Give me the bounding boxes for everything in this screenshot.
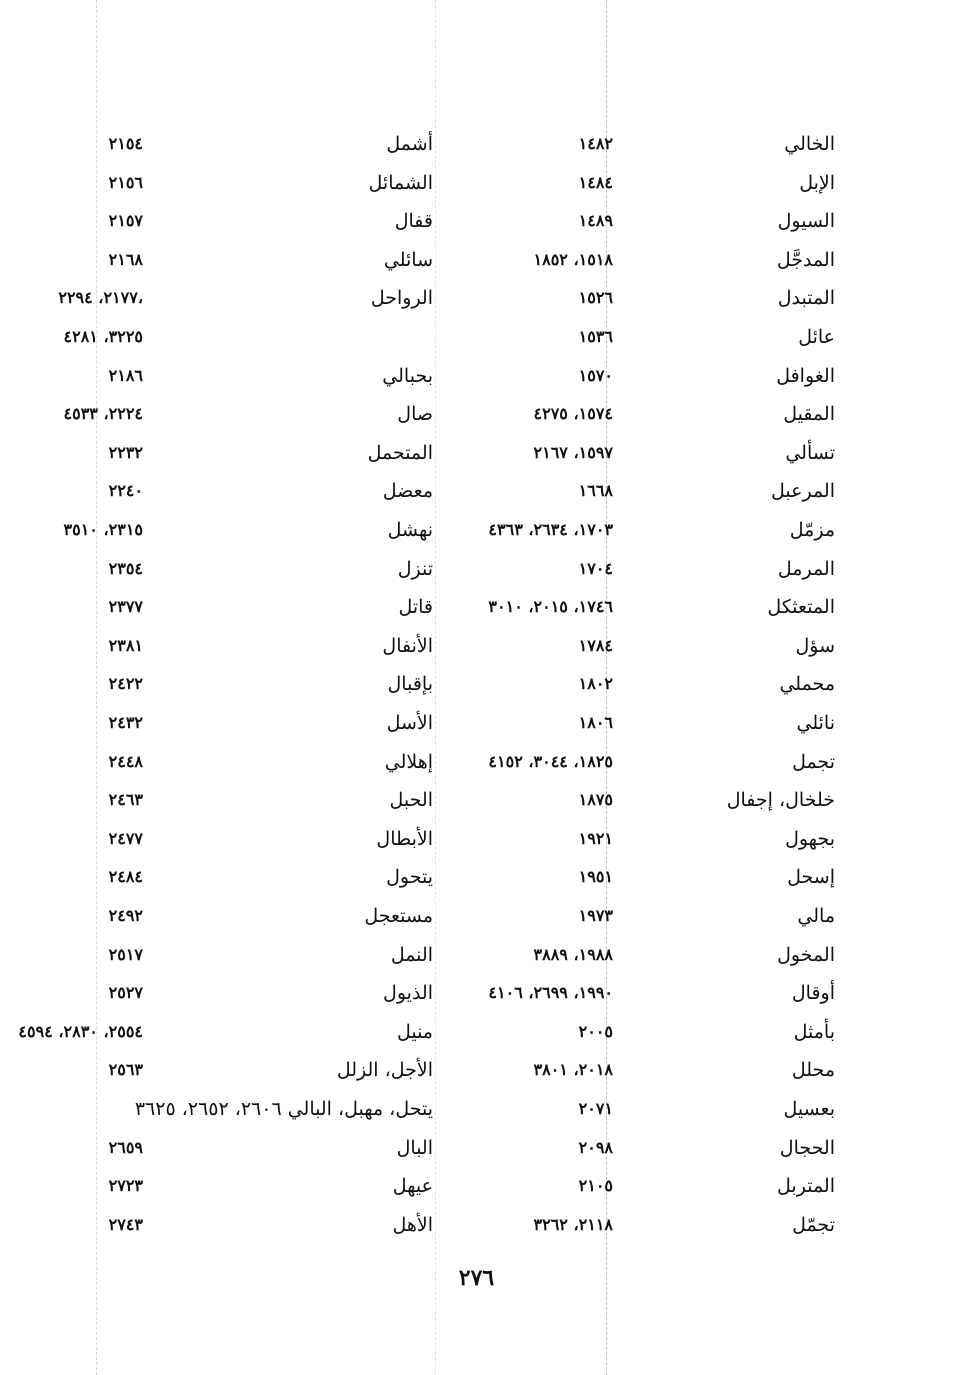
verse-numbers: ١٩٢١ [578,828,613,848]
index-word: أشمل [386,133,433,155]
table-row [0,395,953,433]
index-word: سؤل [795,634,835,657]
verse-numbers: ٢٤٧٧ [108,828,143,848]
verse-numbers: ١٤٨٢ [578,134,613,153]
table-row [0,164,953,202]
table-row [0,588,953,626]
verse-numbers: ١٥٩٧، ٢١٦٧ [533,442,613,462]
verse-numbers: ١٥١٨، ١٨٥٢ [533,249,613,269]
verse-numbers: ١٥٧٠ [578,365,613,385]
table-row [0,1090,953,1128]
verse-numbers: ٢٤٦٣ [108,790,143,810]
verse-numbers: ٢٥٦٣ [108,1060,143,1080]
verse-numbers: ١٥٧٤، ٤٢٧٥ [533,404,613,424]
index-word: يتحل، مهبل، البالي ٢٦٠٦، ٢٦٥٢، ٣٦٢٥ [134,1098,433,1120]
index-word: الأجل، الزلل [336,1059,433,1082]
index-word: معضل [382,480,433,503]
index-word: قفال [394,210,433,233]
verse-numbers: ٢٤٤٨ [108,751,143,771]
index-word: الأسل [386,712,433,734]
verse-numbers: ٢٦٥٩ [108,1137,143,1157]
index-word: إسحل [787,866,835,889]
verse-numbers: ٢٥٥٤، ٢٨٣٠، ٤٥٩٤ [18,1021,143,1041]
index-word: المتربل [777,1175,835,1198]
table-row [0,704,953,742]
verse-numbers: ١٩٥١ [578,867,613,887]
verse-numbers: ٣٢٢٥، ٤٢٨١ [63,327,143,346]
verse-numbers: ٢٤٢٢ [108,674,143,694]
verse-numbers: ١٧٠٤ [578,558,613,578]
table-row [0,550,953,588]
index-word: السيول [777,210,835,233]
index-word: الحجال [779,1136,835,1159]
verse-numbers: ٢٥٢٧ [108,983,143,1003]
index-word: الذيول [383,982,433,1005]
verse-numbers: ٢٠٩٨ [578,1137,613,1157]
index-word: عائل [798,326,835,348]
index-word: المتعثكل [767,596,835,619]
index-word: الشمائل [368,171,433,194]
verse-numbers: ٢٢٤٠ [108,481,143,501]
verse-numbers: ١٨٠٦ [578,713,613,732]
verse-numbers: ٢٠٠٥ [578,1021,613,1041]
verse-numbers: ٢٣٥٤ [108,558,143,578]
index-word: بإقبال [387,673,433,696]
verse-numbers: ١٩٧٣ [578,906,613,925]
index-word: يتحول [386,866,433,889]
verse-numbers: ٢١٥٤ [108,134,143,153]
index-word: بعسيل [783,1098,835,1120]
table-row [0,665,953,703]
verse-numbers: ٢١٦٨ [108,249,143,269]
index-word: إهلالي [384,750,433,773]
table-row [0,511,953,549]
verse-numbers: ٢٢٢٤، ٤٥٣٣ [63,404,143,424]
verse-numbers: ١٥٣٦ [578,327,613,346]
index-word: الحبل [389,789,433,812]
verse-numbers: ١٦٦٨ [578,481,613,501]
index-word: الأهل [392,1213,433,1236]
table-row [0,1167,953,1205]
index-word: الخالي [784,133,835,155]
index-word: البال [396,1136,433,1159]
index-word: بأمثل [793,1020,835,1043]
verse-numbers: ٢٣٧٧ [108,597,143,617]
verse-numbers: ٢٤٩٢ [108,906,143,925]
verse-numbers: ٢٠٧١ [578,1099,613,1118]
verse-numbers: ٢١١٨، ٣٢٦٢ [533,1214,613,1234]
verse-numbers: ١٧٠٣، ٢٦٣٤، ٤٣٦٣ [488,520,613,539]
index-word: المخول [777,943,835,966]
verse-numbers: ١٨٧٥ [578,790,613,810]
index-word: نائلي [796,712,835,734]
index-word: الرواحل [370,287,433,310]
index-word: المقيل [783,403,835,426]
table-row [0,1051,953,1089]
index-word: محلل [791,1059,835,1082]
index-word: صال [397,403,433,426]
table-row [0,472,953,510]
verse-numbers: ١٨٠٢ [578,674,613,694]
table-row [0,241,953,279]
table-row [0,897,953,935]
table-row [0,1129,953,1167]
index-word: محملي [779,673,835,696]
index-word: النمل [390,943,433,966]
table-row [0,781,953,819]
table-row [0,858,953,896]
index-word: قاتل [398,596,433,619]
index-word: بحبالي [382,364,433,387]
table-row [0,357,953,395]
index-word: المتبدل [777,287,835,310]
table-row [0,202,953,240]
table-row [0,125,953,163]
page-number: ٢٧٦ [458,1265,495,1291]
verse-numbers: ٢١٧٧، ٢٢٩٤، [58,288,143,308]
verse-numbers: ٢٣١٥، ٣٥١٠ [63,520,143,539]
table-row [0,318,953,356]
index-word: نهشل [387,519,433,541]
table-row [0,434,953,472]
verse-numbers: ٢٥١٧ [108,944,143,964]
table-row [0,820,953,858]
verse-numbers: ١٤٨٩ [578,211,613,231]
index-word: سائلي [383,248,433,271]
index-word: بجهول [785,827,835,850]
table-row [0,743,953,781]
index-word: خلخال، إجفال [726,789,835,812]
index-word: تجمل [792,750,835,773]
index-word: المرعبل [771,480,835,503]
index-word: مالي [797,905,835,927]
index-word: الإبل [799,171,835,194]
verse-numbers: ٢١٥٧ [108,211,143,231]
table-row [0,279,953,317]
table-row [0,627,953,665]
verse-numbers: ٢٣٨١ [108,635,143,655]
verse-numbers: ٢٢٣٢ [108,442,143,462]
verse-numbers: ٢١٠٥ [578,1176,613,1196]
verse-numbers: ٢١٨٦ [108,365,143,385]
index-word: الغوافل [776,364,835,387]
verse-numbers: ٢٤٣٢ [108,713,143,732]
index-word: منيل [396,1020,433,1043]
verse-numbers: ١٨٢٥، ٣٠٤٤، ٤١٥٢ [488,751,613,771]
verse-numbers: ٢٠١٨، ٣٨٠١ [533,1060,613,1080]
verse-numbers: ١٩٨٨، ٣٨٨٩ [533,944,613,964]
index-word: المدجَّل [776,248,835,271]
table-row [0,974,953,1012]
index-word: الأنفال [382,634,433,657]
index-word: تنزل [397,557,433,580]
index-word: تسألي [785,441,835,464]
table-row [0,1206,953,1244]
verse-numbers: ١٥٢٦ [578,288,613,308]
index-word: أوقال [791,982,835,1005]
verse-numbers: ١٤٨٤ [578,172,613,192]
index-word: تجمّل [792,1213,835,1236]
index-word: مستعجل [364,905,433,927]
index-word: الأبطال [376,827,433,850]
verse-numbers: ١٧٨٤ [578,635,613,655]
verse-numbers: ١٩٩٠، ٢٦٩٩، ٤١٠٦ [488,983,613,1003]
verse-numbers: ٢٤٨٤ [108,867,143,887]
verse-numbers: ٢١٥٦ [108,172,143,192]
verse-numbers: ٢٧٢٣ [108,1176,143,1196]
index-word: مزمّل [789,519,835,541]
index-word: عيهل [392,1175,433,1198]
table-row [0,1013,953,1051]
index-word: المتحمل [367,441,433,464]
verse-numbers: ١٧٤٦، ٢٠١٥، ٣٠١٠ [488,597,613,617]
verse-numbers: ٢٧٤٣ [108,1214,143,1234]
table-row [0,936,953,974]
index-word: المرمل [777,557,835,580]
